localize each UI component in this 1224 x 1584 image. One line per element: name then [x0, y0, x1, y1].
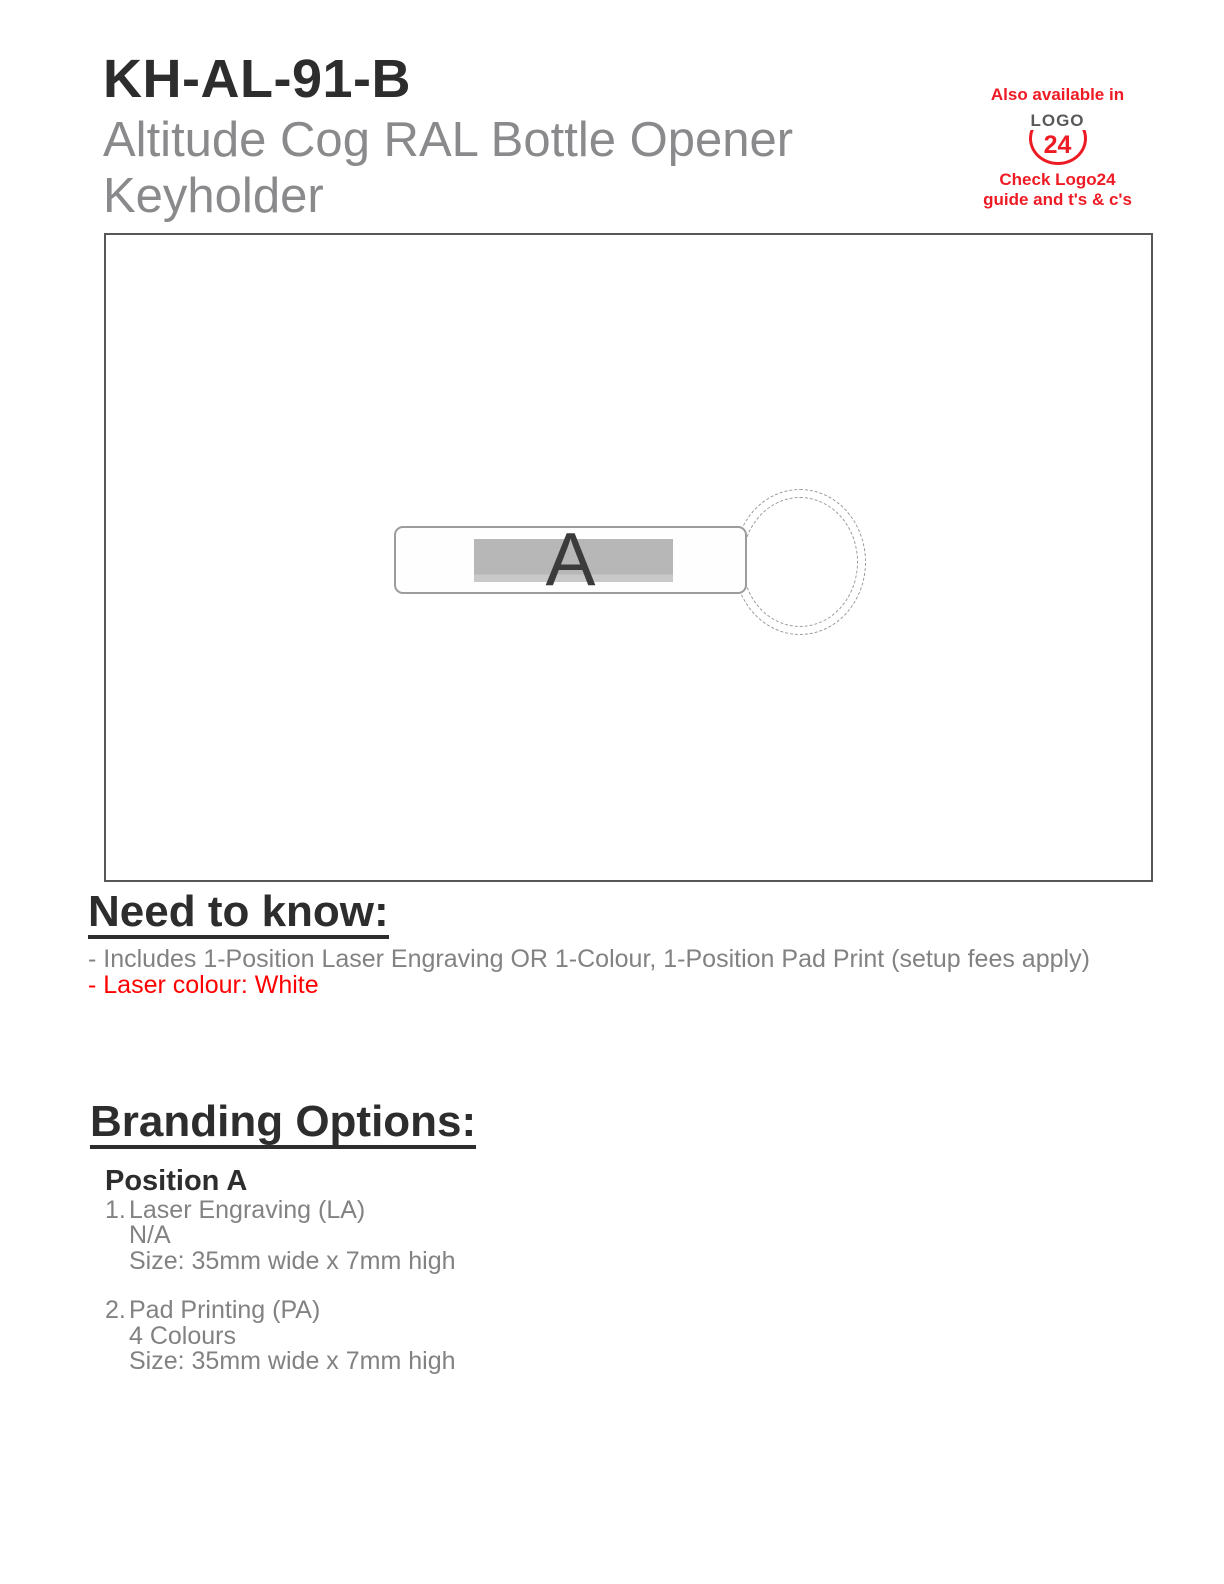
logo24-icon: [1024, 109, 1092, 167]
need-to-know-heading: Need to know:: [88, 888, 389, 939]
product-name-line1: Altitude Cog RAL Bottle Opener: [103, 113, 794, 167]
keyholder-bar-drawing: [394, 517, 747, 601]
branding-options-heading: Branding Options:: [90, 1098, 476, 1149]
position-a-marker: A: [545, 517, 596, 601]
option-size: Size: 35mm wide x 7mm high: [129, 1347, 456, 1376]
keyring-inner-outline-icon: [742, 497, 858, 627]
header: [103, 50, 793, 224]
badge-check-line1: Check Logo24: [999, 170, 1116, 189]
option-size: Size: 35mm wide x 7mm high: [129, 1246, 456, 1275]
logo24-number: 24: [1043, 131, 1072, 159]
option-method: Laser Engraving (LA): [129, 1196, 366, 1224]
badge-check-line2: guide and t's & c's: [983, 190, 1132, 209]
option-number: 2.: [105, 1296, 126, 1325]
need-to-know-item-laser-colour: - Laser colour: White: [88, 970, 319, 999]
branding-option-item: [105, 1198, 1090, 1274]
option-details: [129, 1298, 1090, 1374]
need-to-know-section: [88, 888, 1138, 998]
option-detail: N/A: [129, 1221, 171, 1250]
logo24-word: LOGO: [1027, 111, 1087, 130]
branding-option-item: [105, 1298, 1090, 1374]
branding-option-list: [105, 1198, 1090, 1374]
product-code-title: KH-AL-91-B: [103, 49, 411, 109]
option-details: [129, 1198, 1090, 1274]
option-detail: 4 Colours: [129, 1321, 236, 1350]
need-to-know-list: [88, 947, 1138, 998]
product-name: [103, 112, 793, 224]
position-a-heading: Position A: [105, 1165, 248, 1197]
branding-options-section: [90, 1098, 1090, 1374]
badge-available-text: Also available in: [990, 85, 1125, 104]
need-to-know-item-includes: - Includes 1-Position Laser Engraving OR 1-Colour, 1-Position Pad Print (setup fees apply): [88, 945, 1090, 973]
product-name-line2: Keyholder: [103, 169, 324, 223]
logo24-badge: [950, 85, 1165, 210]
option-method: Pad Printing (PA): [129, 1296, 321, 1325]
product-image-frame: [104, 233, 1153, 882]
option-number: 1.: [105, 1196, 126, 1224]
